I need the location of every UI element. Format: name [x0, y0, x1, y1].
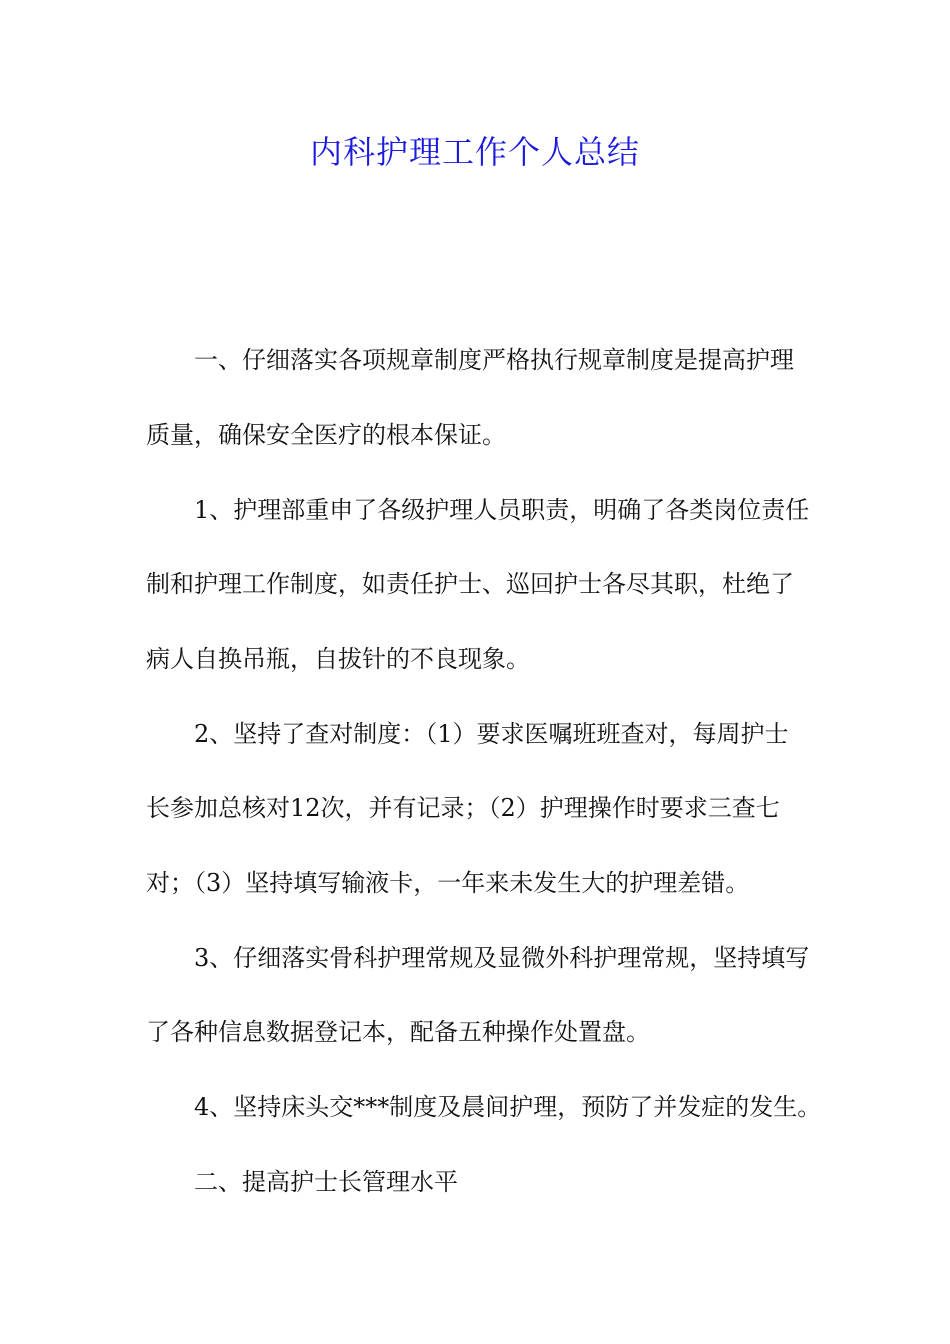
paragraph-line: 一、仔细落实各项规章制度严格执行规章制度是提高护理 [194, 346, 794, 374]
document-title: 内科护理工作个人总结 [309, 133, 640, 171]
paragraph-line: 3、仔细落实骨科护理常规及显微外科护理常规，坚持填写 [194, 944, 810, 972]
paragraph-line: 了各种信息数据登记本，配备五种操作处置盘。 [146, 1018, 650, 1046]
paragraph-line: 对；（3）坚持填写输液卡，一年来未发生大的护理差错。 [146, 869, 750, 897]
paragraph-line: 质量，确保安全医疗的根本保证。 [146, 421, 506, 449]
section-heading: 二、提高护士长管理水平 [194, 1168, 458, 1196]
paragraph-line: 长参加总核对12次，并有记录；（2）护理操作时要求三查七 [146, 794, 780, 822]
paragraph-line: 4、坚持床头交***制度及晨间护理，预防了并发症的发生。 [194, 1093, 822, 1121]
paragraph-line: 1、护理部重申了各级护理人员职责，明确了各类岗位责任 [194, 496, 810, 524]
paragraph-line: 病人自换吊瓶，自拔针的不良现象。 [146, 645, 530, 673]
paragraph-line: 2、坚持了查对制度：（1）要求医嘱班班查对，每周护士 [194, 720, 789, 748]
paragraph-line: 制和护理工作制度，如责任护士、巡回护士各尽其职，杜绝了 [146, 570, 794, 598]
